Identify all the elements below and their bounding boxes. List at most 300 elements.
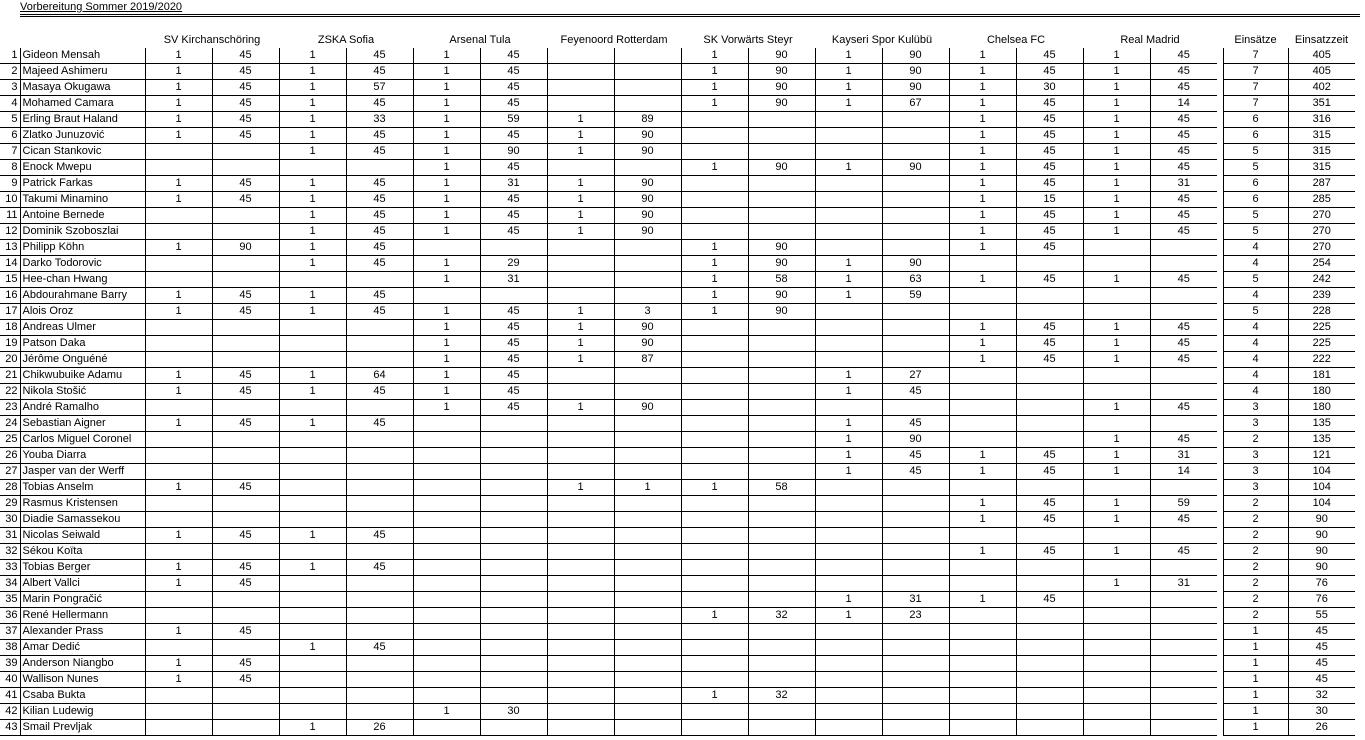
table-row [0, 416, 1355, 432]
player-name: Patrick Farkas [20, 176, 145, 192]
row-number: 27 [0, 464, 20, 480]
match-appearance [279, 576, 346, 592]
match-minutes: 45 [1016, 240, 1083, 256]
match-minutes: 90 [614, 224, 681, 240]
match-appearance: 1 [815, 592, 882, 608]
row-number: 13 [0, 240, 20, 256]
match-minutes [614, 240, 681, 256]
match-appearance: 1 [279, 416, 346, 432]
match-minutes: 90 [882, 64, 949, 80]
match-appearance: 1 [413, 48, 480, 64]
row-number: 21 [0, 368, 20, 384]
match-appearance: 1 [145, 288, 212, 304]
match-minutes: 45 [212, 528, 279, 544]
match-minutes [748, 528, 815, 544]
match-minutes: 45 [1016, 64, 1083, 80]
match-minutes [1016, 528, 1083, 544]
match-appearance [1083, 368, 1150, 384]
table-row [0, 528, 1355, 544]
match-appearance [681, 464, 748, 480]
match-minutes [882, 240, 949, 256]
match-minutes [748, 560, 815, 576]
match-appearance: 1 [413, 64, 480, 80]
player-name: Carlos Miguel Coronel [20, 432, 145, 448]
sheet-title: Vorbereitung Sommer 2019/2020 [20, 1, 183, 13]
match-minutes [748, 448, 815, 464]
match-minutes: 90 [614, 128, 681, 144]
match-minutes: 90 [748, 80, 815, 96]
match-appearance [547, 432, 614, 448]
match-minutes [1016, 304, 1083, 320]
match-appearance [1083, 624, 1150, 640]
match-appearance [1083, 560, 1150, 576]
match-minutes [346, 656, 413, 672]
row-number: 28 [0, 480, 20, 496]
match-minutes [212, 320, 279, 336]
match-minutes [212, 336, 279, 352]
match-minutes: 90 [882, 80, 949, 96]
total-appearances: 1 [1223, 672, 1288, 688]
table-row [0, 352, 1355, 368]
match-minutes: 90 [882, 160, 949, 176]
match-appearance [547, 464, 614, 480]
table-row [0, 496, 1355, 512]
match-minutes [882, 544, 949, 560]
match-minutes: 45 [212, 368, 279, 384]
match-appearance [279, 160, 346, 176]
match-appearance: 1 [949, 512, 1016, 528]
match-minutes [748, 192, 815, 208]
match-minutes: 90 [212, 240, 279, 256]
match-appearance [681, 512, 748, 528]
player-name: Smail Prevljak [20, 720, 145, 736]
match-minutes [480, 480, 547, 496]
match-minutes [480, 720, 547, 736]
match-minutes: 45 [212, 48, 279, 64]
player-name: René Hellermann [20, 608, 145, 624]
row-number: 17 [0, 304, 20, 320]
player-name: Enock Mwepu [20, 160, 145, 176]
match-minutes: 58 [748, 272, 815, 288]
match-appearance [145, 272, 212, 288]
total-minutes: 287 [1288, 176, 1355, 192]
match-minutes [748, 224, 815, 240]
total-appearances: 4 [1223, 240, 1288, 256]
match-appearance [815, 640, 882, 656]
match-minutes [614, 640, 681, 656]
match-appearance [681, 720, 748, 736]
total-minutes: 225 [1288, 320, 1355, 336]
match-appearance: 1 [413, 192, 480, 208]
match-minutes: 57 [346, 80, 413, 96]
match-minutes [212, 256, 279, 272]
match-appearance [547, 688, 614, 704]
player-name: Alexander Prass [20, 624, 145, 640]
match-appearance: 1 [681, 64, 748, 80]
row-number: 5 [0, 112, 20, 128]
match-appearance [547, 592, 614, 608]
header-opponent: Kayseri Spor Kulübü [831, 34, 933, 46]
match-minutes [882, 512, 949, 528]
header-blank [0, 33, 20, 48]
match-minutes: 45 [1016, 176, 1083, 192]
match-appearance [413, 720, 480, 736]
match-minutes [346, 608, 413, 624]
match-appearance: 1 [145, 416, 212, 432]
match-appearance [949, 704, 1016, 720]
match-appearance [815, 528, 882, 544]
total-appearances: 5 [1223, 144, 1288, 160]
total-minutes: 55 [1288, 608, 1355, 624]
match-minutes: 45 [346, 64, 413, 80]
match-minutes: 32 [748, 688, 815, 704]
match-minutes [212, 688, 279, 704]
row-number: 6 [0, 128, 20, 144]
match-minutes [748, 384, 815, 400]
player-name: Nicolas Seiwald [20, 528, 145, 544]
match-minutes [1016, 624, 1083, 640]
match-minutes [1150, 288, 1217, 304]
match-appearance [815, 304, 882, 320]
match-minutes [748, 416, 815, 432]
match-appearance [547, 496, 614, 512]
match-appearance [547, 672, 614, 688]
match-minutes [614, 624, 681, 640]
match-appearance [1083, 720, 1150, 736]
match-minutes [480, 576, 547, 592]
match-appearance: 1 [949, 352, 1016, 368]
match-minutes: 59 [1150, 496, 1217, 512]
match-minutes: 31 [882, 592, 949, 608]
header-opponent: SV Kirchanschöring [163, 34, 261, 46]
match-appearance: 1 [949, 64, 1016, 80]
match-appearance: 1 [145, 112, 212, 128]
match-appearance [949, 624, 1016, 640]
player-name: Tobias Anselm [20, 480, 145, 496]
match-appearance: 1 [279, 368, 346, 384]
match-appearance: 1 [1083, 192, 1150, 208]
row-number: 29 [0, 496, 20, 512]
table-row [0, 704, 1355, 720]
match-minutes [346, 432, 413, 448]
match-minutes [614, 528, 681, 544]
match-minutes: 45 [346, 224, 413, 240]
total-appearances: 4 [1223, 256, 1288, 272]
match-minutes: 45 [1150, 48, 1217, 64]
match-appearance [681, 560, 748, 576]
total-minutes: 76 [1288, 592, 1355, 608]
match-appearance [681, 112, 748, 128]
match-minutes [1016, 576, 1083, 592]
total-appearances: 2 [1223, 544, 1288, 560]
match-minutes: 90 [480, 144, 547, 160]
player-name: Csaba Bukta [20, 688, 145, 704]
player-name: Anderson Niangbo [20, 656, 145, 672]
match-minutes [212, 144, 279, 160]
match-minutes [1150, 640, 1217, 656]
match-appearance: 1 [413, 304, 480, 320]
row-number: 35 [0, 592, 20, 608]
total-minutes: 135 [1288, 416, 1355, 432]
match-appearance: 1 [681, 688, 748, 704]
match-minutes: 45 [480, 320, 547, 336]
row-number: 8 [0, 160, 20, 176]
match-minutes: 45 [480, 368, 547, 384]
match-minutes [748, 624, 815, 640]
table-row [0, 304, 1355, 320]
match-minutes [882, 208, 949, 224]
match-appearance: 1 [547, 192, 614, 208]
match-appearance [681, 640, 748, 656]
row-number: 23 [0, 400, 20, 416]
table-row [0, 400, 1355, 416]
match-minutes [480, 688, 547, 704]
match-minutes: 90 [748, 256, 815, 272]
match-appearance [1083, 416, 1150, 432]
match-appearance: 1 [1083, 272, 1150, 288]
table-row [0, 160, 1355, 176]
match-appearance: 1 [413, 704, 480, 720]
match-minutes [1016, 416, 1083, 432]
match-appearance: 1 [815, 48, 882, 64]
table-row [0, 464, 1355, 480]
match-minutes [212, 640, 279, 656]
statistics-table [0, 33, 1355, 736]
match-minutes: 45 [1150, 64, 1217, 80]
match-minutes [882, 320, 949, 336]
total-minutes: 104 [1288, 464, 1355, 480]
match-minutes: 45 [346, 128, 413, 144]
match-appearance [279, 320, 346, 336]
total-minutes: 315 [1288, 128, 1355, 144]
match-minutes [346, 272, 413, 288]
match-appearance [815, 672, 882, 688]
match-minutes [748, 320, 815, 336]
match-minutes [882, 352, 949, 368]
match-appearance: 1 [1083, 336, 1150, 352]
match-appearance [145, 640, 212, 656]
row-number: 42 [0, 704, 20, 720]
match-minutes [1016, 688, 1083, 704]
table-row [0, 272, 1355, 288]
match-minutes: 45 [212, 416, 279, 432]
match-minutes: 45 [212, 96, 279, 112]
table-row [0, 608, 1355, 624]
match-appearance [279, 464, 346, 480]
match-minutes: 45 [212, 560, 279, 576]
match-appearance: 1 [413, 400, 480, 416]
row-number: 36 [0, 608, 20, 624]
total-minutes: 45 [1288, 640, 1355, 656]
match-appearance [1083, 480, 1150, 496]
match-minutes [614, 448, 681, 464]
row-number: 16 [0, 288, 20, 304]
match-minutes: 31 [1150, 448, 1217, 464]
total-appearances: 1 [1223, 656, 1288, 672]
match-minutes [882, 336, 949, 352]
player-name: Philipp Köhn [20, 240, 145, 256]
match-appearance [279, 704, 346, 720]
match-appearance [145, 320, 212, 336]
row-number: 19 [0, 336, 20, 352]
match-appearance [547, 80, 614, 96]
total-minutes: 45 [1288, 672, 1355, 688]
match-appearance: 1 [547, 480, 614, 496]
match-minutes: 45 [480, 80, 547, 96]
match-appearance [145, 688, 212, 704]
player-name: Alois Oroz [20, 304, 145, 320]
match-minutes [882, 112, 949, 128]
match-appearance: 1 [279, 304, 346, 320]
match-appearance: 1 [413, 368, 480, 384]
player-name: Sebastian Aigner [20, 416, 145, 432]
match-minutes: 45 [1016, 512, 1083, 528]
match-minutes [614, 416, 681, 432]
total-minutes: 225 [1288, 336, 1355, 352]
total-minutes: 104 [1288, 480, 1355, 496]
match-minutes [614, 272, 681, 288]
player-name: Majeed Ashimeru [20, 64, 145, 80]
match-minutes [614, 64, 681, 80]
header-opponent: Real Madrid [1120, 34, 1180, 46]
match-minutes [614, 96, 681, 112]
table-row [0, 240, 1355, 256]
match-minutes [212, 352, 279, 368]
player-name: Amar Dedić [20, 640, 145, 656]
match-minutes [346, 464, 413, 480]
match-minutes [748, 336, 815, 352]
total-minutes: 90 [1288, 528, 1355, 544]
match-minutes [882, 560, 949, 576]
row-number: 20 [0, 352, 20, 368]
match-appearance [681, 384, 748, 400]
match-minutes [748, 400, 815, 416]
match-minutes [1016, 608, 1083, 624]
match-minutes [882, 640, 949, 656]
match-minutes [614, 368, 681, 384]
match-appearance: 1 [949, 320, 1016, 336]
match-minutes [614, 160, 681, 176]
match-minutes: 90 [748, 304, 815, 320]
match-minutes: 45 [480, 64, 547, 80]
total-appearances: 6 [1223, 192, 1288, 208]
table-row [0, 192, 1355, 208]
match-minutes [1150, 656, 1217, 672]
table-row [0, 672, 1355, 688]
match-minutes: 45 [1016, 496, 1083, 512]
total-appearances: 3 [1223, 448, 1288, 464]
match-appearance [681, 432, 748, 448]
match-appearance [815, 400, 882, 416]
match-minutes [346, 352, 413, 368]
match-minutes: 90 [614, 336, 681, 352]
match-minutes: 23 [882, 608, 949, 624]
match-appearance: 1 [145, 176, 212, 192]
row-number: 32 [0, 544, 20, 560]
match-minutes: 33 [346, 112, 413, 128]
match-minutes: 45 [1150, 224, 1217, 240]
match-minutes [882, 528, 949, 544]
match-appearance: 1 [145, 64, 212, 80]
row-number: 41 [0, 688, 20, 704]
match-appearance [815, 720, 882, 736]
match-minutes [748, 496, 815, 512]
total-minutes: 90 [1288, 544, 1355, 560]
match-appearance [681, 448, 748, 464]
match-minutes [346, 688, 413, 704]
match-appearance: 1 [1083, 464, 1150, 480]
player-name: Sékou Koïta [20, 544, 145, 560]
match-minutes: 45 [1150, 208, 1217, 224]
match-appearance [413, 432, 480, 448]
match-appearance: 1 [681, 48, 748, 64]
match-appearance: 1 [1083, 80, 1150, 96]
match-minutes: 45 [1150, 320, 1217, 336]
match-appearance: 1 [145, 528, 212, 544]
total-appearances: 1 [1223, 704, 1288, 720]
row-number: 30 [0, 512, 20, 528]
match-appearance [681, 144, 748, 160]
match-appearance [949, 384, 1016, 400]
match-appearance: 1 [279, 176, 346, 192]
match-minutes [882, 192, 949, 208]
match-minutes [614, 608, 681, 624]
match-appearance: 1 [949, 48, 1016, 64]
total-appearances: 2 [1223, 592, 1288, 608]
match-appearance [681, 192, 748, 208]
match-appearance: 1 [279, 80, 346, 96]
match-appearance [145, 336, 212, 352]
match-appearance: 1 [1083, 352, 1150, 368]
match-minutes: 45 [346, 96, 413, 112]
match-minutes [748, 112, 815, 128]
match-minutes: 45 [480, 224, 547, 240]
player-name: Antoine Bernede [20, 208, 145, 224]
match-minutes [346, 496, 413, 512]
match-minutes [748, 640, 815, 656]
match-minutes: 45 [1016, 48, 1083, 64]
match-appearance [681, 128, 748, 144]
match-appearance [413, 624, 480, 640]
match-minutes [480, 656, 547, 672]
match-appearance: 1 [815, 96, 882, 112]
match-appearance: 1 [145, 672, 212, 688]
match-minutes: 45 [1016, 448, 1083, 464]
match-minutes: 45 [480, 192, 547, 208]
total-appearances: 7 [1223, 80, 1288, 96]
match-minutes: 3 [614, 304, 681, 320]
match-minutes: 31 [480, 272, 547, 288]
match-minutes [212, 544, 279, 560]
match-minutes [1150, 592, 1217, 608]
match-appearance: 1 [547, 176, 614, 192]
match-minutes: 45 [346, 560, 413, 576]
match-minutes: 90 [882, 432, 949, 448]
match-minutes: 45 [1016, 464, 1083, 480]
match-minutes [1150, 560, 1217, 576]
match-minutes [614, 384, 681, 400]
match-appearance: 1 [279, 208, 346, 224]
match-appearance [1083, 304, 1150, 320]
match-appearance [949, 672, 1016, 688]
player-name: Jérôme Onguéné [20, 352, 145, 368]
match-appearance: 1 [413, 272, 480, 288]
match-minutes [346, 544, 413, 560]
table-row [0, 96, 1355, 112]
match-appearance [279, 512, 346, 528]
player-name: Erling Braut Haland [20, 112, 145, 128]
match-minutes [882, 176, 949, 192]
